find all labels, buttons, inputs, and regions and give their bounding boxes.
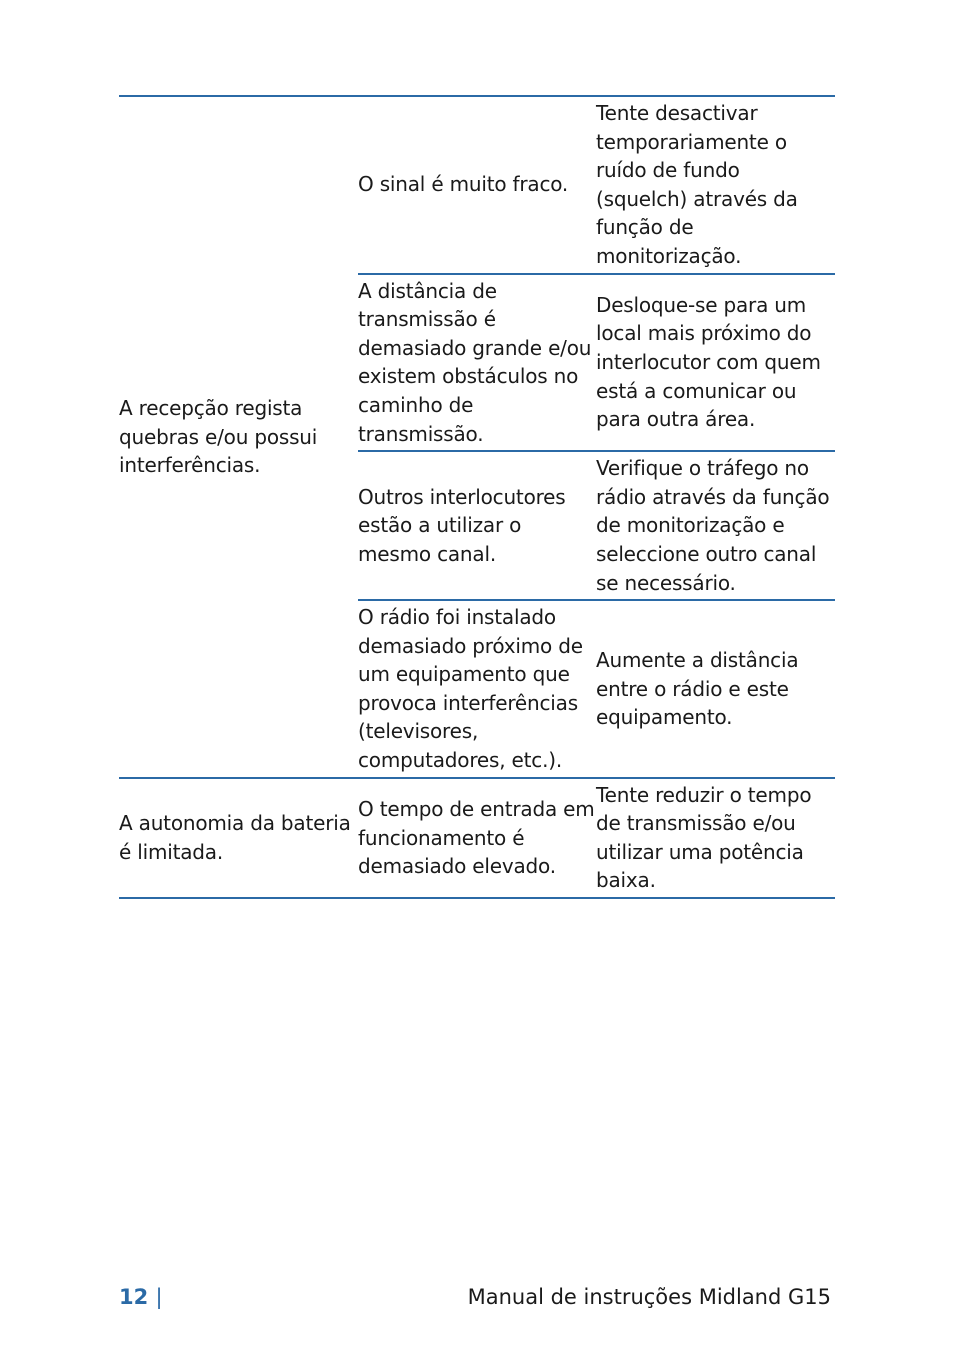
- problem-cell: A recepção regista quebras e/ou possui interferências.: [119, 96, 358, 778]
- manual-title: Manual de instruções Midland G15: [467, 1285, 831, 1309]
- page-separator: |: [155, 1285, 163, 1309]
- page-number: 12: [119, 1285, 149, 1309]
- cause-cell: O tempo de entrada em funcionamento é demasiado elevado.: [358, 796, 595, 879]
- solution-cell: Desloque-se para um local mais próximo do interlocutor com quem está a comunicar ou para outra área.: [596, 292, 821, 432]
- table-row: [119, 96, 835, 274]
- solution-cell: Verifique o tráfego no rádio através da função de monitorização e seleccione outro canal se necessário.: [596, 456, 830, 595]
- cause-cell: Outros interlocutores estão a utilizar o mesmo canal.: [358, 484, 566, 566]
- cause-cell: A distância de transmissão é demasiado grande e/ou existem obstáculos no caminho de transmissão.: [358, 278, 592, 446]
- solution-cell: Aumente a distância entre o rádio e este equipamento.: [596, 647, 799, 730]
- problem-cell: A autonomia da bateria é limitada.: [119, 811, 351, 864]
- table-row: [119, 778, 835, 898]
- cause-cell: O sinal é muito fraco.: [358, 172, 569, 197]
- page-number-block: [119, 1282, 163, 1312]
- solution-cell: Tente desactivar temporariamente o ruído de fundo (squelch) através da função de monitorização.: [596, 101, 798, 268]
- troubleshooting-table: [119, 95, 835, 899]
- solution-cell: Tente reduzir o tempo de transmissão e/ou utilizar uma potência baixa.: [596, 782, 812, 893]
- cause-cell: O rádio foi instalado demasiado próximo de um equipamento que provoca interferências (televisores, computadores, etc.).: [358, 605, 583, 773]
